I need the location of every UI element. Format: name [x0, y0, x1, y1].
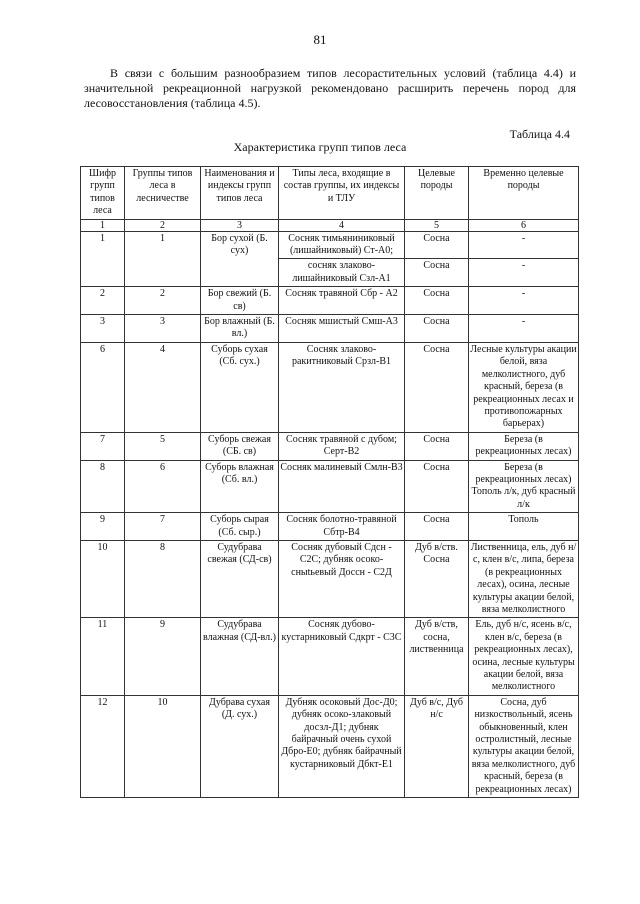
cell-name: Суборь сухая (Сб. сух.) [201, 342, 279, 432]
cell-group: 3 [125, 315, 201, 343]
table-row [81, 287, 579, 315]
cell-name: Судубрава влажная (СД-вл.) [201, 618, 279, 695]
cell-code: 7 [81, 432, 125, 460]
table-label: Таблица 4.4 [509, 127, 570, 141]
cell-group: 2 [125, 287, 201, 315]
cell-code: 9 [81, 513, 125, 541]
forest-types-table [80, 166, 579, 798]
cell-group: 1 [125, 231, 201, 287]
cell-group: 6 [125, 460, 201, 513]
cell-target: Сосна [405, 460, 469, 513]
cell-name: Бор влажный (Б. вл.) [201, 315, 279, 343]
header-temp: Временно целевые породы [469, 167, 579, 220]
table-row [81, 513, 579, 541]
cell-group: 10 [125, 695, 201, 797]
cell-code: 3 [81, 315, 125, 343]
cell-name: Суборь сырая (Сб. сыр.) [201, 513, 279, 541]
cell-temp: Тополь [469, 513, 579, 541]
cell-temp: Лесные культуры акации белой, вяза мелколистного, дуб красный, береза (в рекреационных лесах и противопожарных барьерах) [469, 342, 579, 432]
cell-target: Сосна [405, 259, 469, 287]
cell-group: 5 [125, 432, 201, 460]
cell-code: 6 [81, 342, 125, 432]
header-type: Типы леса, входящие в состав группы, их индексы и ТЛУ [279, 167, 405, 220]
table-row [81, 432, 579, 460]
cell-type: Сосняк тимьяниниковый (лишайниковый) Ст-А0; [279, 231, 405, 259]
cell-code: 11 [81, 618, 125, 695]
cell-name: Суборь свежая (СБ. св) [201, 432, 279, 460]
cell-target: Дуб в/ств. Сосна [405, 540, 469, 617]
table-row [81, 540, 579, 617]
intro-paragraph: В связи с большим разнообразием типов лесорастительных условий (таблица 4.4) и значительной рекреационной нагрузкой рекомендовано расширить перечень пород для лесовосстановления (таблица 4.5). [84, 66, 576, 110]
table-row [81, 231, 579, 259]
header-target: Целевые породы [405, 167, 469, 220]
cell-code: 2 [81, 287, 125, 315]
cell-code: 10 [81, 540, 125, 617]
cell-name: Судубрава свежая (СД-св) [201, 540, 279, 617]
cell-temp: Ель, дуб н/с, ясень в/с, клен в/с, береза (в рекреационных лесах), осина, лесные культуры акации белой, вяза мелколистного [469, 618, 579, 695]
cell-type: Сосняк травяной с дубом; Серт-В2 [279, 432, 405, 460]
page-number: 81 [313, 32, 327, 47]
cell-temp: - [469, 259, 579, 287]
cell-target: Сосна [405, 231, 469, 259]
column-number: 5 [405, 219, 469, 231]
header-code: Шифр групп типов леса [81, 167, 125, 220]
cell-code: 12 [81, 695, 125, 797]
cell-temp: - [469, 315, 579, 343]
cell-temp: - [469, 231, 579, 259]
cell-temp: Лиственница, ель, дуб н/с, клен в/с, липа, береза (в рекреационных лесах), осина, лесные культуры акации белой, вяза мелколистного [469, 540, 579, 617]
cell-temp: - [469, 287, 579, 315]
table-row [81, 460, 579, 513]
cell-group: 4 [125, 342, 201, 432]
cell-target: Сосна [405, 315, 469, 343]
cell-target: Дуб в/с, Дуб н/с [405, 695, 469, 797]
cell-type: Дубняк осоковый Дос-Д0; дубняк осоко-злаковый досзл-Д1; дубняк байрачный очень сухой Дбро-Е0; дубняк байрачный кустарниковый Дбкт-Е1 [279, 695, 405, 797]
cell-type: Сосняк травяной Сбр - А2 [279, 287, 405, 315]
cell-type: Сосняк мшистый Смш-А3 [279, 315, 405, 343]
cell-target: Дуб в/ств, сосна, лиственница [405, 618, 469, 695]
cell-type: Сосняк малиневый Смлн-В3 [279, 460, 405, 513]
cell-target: Сосна [405, 432, 469, 460]
cell-code: 1 [81, 231, 125, 287]
cell-temp: Береза (в рекреационных лесах) Тополь л/к, дуб красный л/к [469, 460, 579, 513]
column-number: 1 [81, 219, 125, 231]
cell-type: сосняк злаково-лишайниковый Сзл-А1 [279, 259, 405, 287]
cell-name: Бор свежий (Б. св) [201, 287, 279, 315]
column-number: 3 [201, 219, 279, 231]
cell-type: Сосняк дубовый Сдсн - С2С; дубняк осоко-сныtьевый Доссн - С2Д [279, 540, 405, 617]
cell-temp: Береза (в рекреационных лесах) [469, 432, 579, 460]
header-group: Группы типов леса в лесничестве [125, 167, 201, 220]
cell-code: 8 [81, 460, 125, 513]
cell-temp: Сосна, дуб низкоствольный, ясень обыкновенный, клен остролистный, лесные культуры акации белой, вяза мелколистного, дуб красный, береза (в рекреационных лесах) [469, 695, 579, 797]
column-number: 2 [125, 219, 201, 231]
cell-target: Сосна [405, 287, 469, 315]
cell-name: Суборь влажная (Сб. вл.) [201, 460, 279, 513]
cell-name: Дубрава сухая (Д. сух.) [201, 695, 279, 797]
table-row [81, 695, 579, 797]
cell-type: Сосняк злаково-ракитниковый Срзл-В1 [279, 342, 405, 432]
table-row [81, 618, 579, 695]
column-number: 6 [469, 219, 579, 231]
cell-target: Сосна [405, 342, 469, 432]
table-row [81, 342, 579, 432]
table-row [81, 315, 579, 343]
cell-target: Сосна [405, 513, 469, 541]
cell-group: 9 [125, 618, 201, 695]
column-number: 4 [279, 219, 405, 231]
table-title: Характеристика групп типов леса [233, 140, 407, 154]
cell-group: 8 [125, 540, 201, 617]
cell-group: 7 [125, 513, 201, 541]
cell-type: Сосняк болотно-травяной Сбтр-В4 [279, 513, 405, 541]
cell-type: Сосняк дубово-кустарниковый Сдкрт - С3С [279, 618, 405, 695]
cell-name: Бор сухой (Б. сух) [201, 231, 279, 287]
column-number-row [81, 219, 579, 231]
header-name: Наименования и индексы групп типов леса [201, 167, 279, 220]
table-header-row [81, 167, 579, 220]
